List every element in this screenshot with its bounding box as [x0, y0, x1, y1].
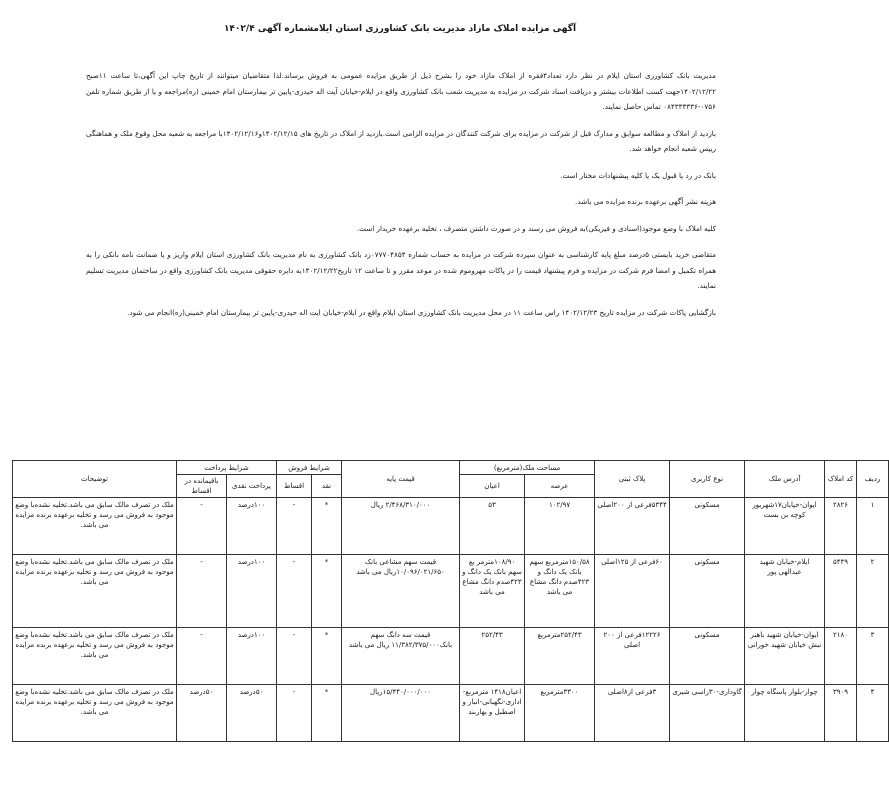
header-payment-terms: شرایط پرداخت — [177, 461, 277, 475]
cell-usage: مسکونی — [670, 628, 745, 685]
header-address: آدرس ملک — [745, 461, 825, 498]
header-building: اعیان — [460, 475, 525, 498]
header-notes: توضیحات — [13, 461, 177, 498]
cell-cash: * — [312, 554, 342, 627]
table-row — [13, 498, 889, 555]
cell-remaining: - — [177, 498, 227, 555]
header-base-price: قیمت پایه — [342, 461, 460, 498]
cell-building: ۲۵۲/۴۳ — [460, 628, 525, 685]
cell-installment: - — [277, 554, 312, 627]
paragraph-opening: بازگشایی پاکات شرکت در مزایده تاریخ ۱۴۰۲/۱۲/۲۳ راس ساعت ۱۱ در محل مدیریت بانک کشاورزی استان ایلام واقع در ایلام-خیابان ایت اله حیدری-پایین تر بیمارستان امام خمینی(ره)انجام می شود. — [127, 307, 716, 317]
paragraph-visit: بازدید از املاک و مطالعه سوابق و مدارک قبل از شرکت در مزایده برای شرکت کنندگان در مزایده الزامی است.بازدید از املاک در تاریخ های ۱۴۰۲/۱۲/۱۵و۱۴۰۲/۱۲/۱۶با مراجعه به شعبه محل وقوع ملک و هماهنگی رییس شعبه انجام خواهد شد. — [86, 128, 716, 153]
cell-building: اعیان۱۴۱۸ مترمربع-اداری-نگهبانی-انبار و اصطبل و بهاربند — [460, 685, 525, 742]
cell-notes: ملک در تصرف مالک سابق می باشد.تخلیه نشده‌با وضع موجود به فروش می رسد و تخلیه برعهده برنده مزایده می باشد. — [13, 628, 177, 685]
cell-address: چوار-بلوار پاسگاه چوار — [745, 685, 825, 742]
table-row — [13, 554, 889, 627]
cell-plate: ۶۰فرعی از ۱۲۵اصلی — [595, 554, 670, 627]
cell-land: ۱۵۰/۵۸مترمربع سهم بانک یک دانگ و ۴۲۳صدم دانگ مشاع می باشد — [525, 554, 595, 627]
table-row — [13, 628, 889, 685]
header-usage: نوع کاربری — [670, 461, 745, 498]
cell-usage: گاوداری-۳۰راسی شیری — [670, 685, 745, 742]
cell-usage: مسکونی — [670, 554, 745, 627]
header-code: کد املاک — [825, 461, 857, 498]
cell-remaining: ۵۰درصد — [177, 685, 227, 742]
header-area-group: مساحت ملک(مترمربع) — [460, 461, 595, 475]
paragraph-intro: مدیریت بانک کشاورزی استان ایلام در نظر دارد تعداد۴فقره از املاک مازاد خود را بشرح ذیل از طریق مزایده عمومی به فروش برساند.لذا متقاضیان میتوانند از تاریخ چاپ این آگهی،تا ساعت ۱۱صبح ۱۴۰۲/۱۲/۲۲جهت کسب اطلاعات بیشتر و دریافت اسناد شرکت در مزایده به مدیریت شعب بانک کشاورزی واقع در ایلام-خیابان آیت اله حیدری-پایین تر بیمارستان امام خمینی (ره)مراجعه و یا از طریق شماره تلفن ۰۷۵۶-۰۸۴۳۳۳۳۳۶ تماس حاصل نمایند. — [86, 71, 716, 111]
cell-base-price: ۱۵/۴۴۰/۰۰۰/۰۰۰ریال — [342, 685, 460, 742]
cell-notes: ملک در تصرف مالک سابق می باشد.تخلیه نشده‌با وضع موجود به فروش می رسد و تخلیه برعهده برنده مزایده می باشد. — [13, 498, 177, 555]
cell-row-no: ۴ — [857, 685, 889, 742]
cell-code: ۵۴۴۹ — [825, 554, 857, 627]
table-header-row — [13, 461, 889, 475]
cell-land: ۱۰۲/۹۷ — [525, 498, 595, 555]
cell-building: ۵۳ — [460, 498, 525, 555]
cell-base-price: ۲/۴۶۸/۳۱۰/۰۰۰ ریال — [342, 498, 460, 555]
cell-notes: ملک در تصرف مالک سابق می باشد.تخلیه نشده‌با وضع موجود به فروش می رسد و تخلیه برعهده برنده مزایده می باشد. — [13, 554, 177, 627]
cell-code: ۳۹۰۹ — [825, 685, 857, 742]
cell-remaining: - — [177, 554, 227, 627]
paragraph-publication-cost: هزینه نشر آگهی برعهده برنده مزایده می باشد. — [575, 197, 716, 206]
cell-usage: مسکونی — [670, 498, 745, 555]
cell-row-no: ۱ — [857, 498, 889, 555]
cell-address: ایوان-خیابان۱۷شهریور کوچه بن بست — [745, 498, 825, 555]
header-installment: اقساط — [277, 475, 312, 498]
header-plate: پلاک ثبتی — [595, 461, 670, 498]
header-remaining: باقیمانده در اقساط — [177, 475, 227, 498]
cell-cash: * — [312, 628, 342, 685]
cell-remaining: - — [177, 628, 227, 685]
paragraph-condition: کلیه املاک با وضع موجود(اسنادی و فیزیکی)به فروش می رسند و در صورت داشتن متصرف ، تخلیه برعهده خریدار است. — [356, 223, 716, 233]
header-cash: نقد — [312, 475, 342, 498]
cell-cash: * — [312, 498, 342, 555]
header-row-no: ردیف — [857, 461, 889, 498]
cell-land: ۲۵۲/۴۳مترمربع — [525, 628, 595, 685]
notice-body — [86, 68, 716, 331]
table-row — [13, 685, 889, 742]
cell-row-no: ۳ — [857, 628, 889, 685]
cell-notes: ملک در تصرف مالک سابق می باشد.تخلیه نشده‌با وضع موجود به فروش می رسد و تخلیه برعهده برنده مزایده می باشد. — [13, 685, 177, 742]
cell-plate: ۵۳۴۴فرعی از ۲۰۰اصلی — [595, 498, 670, 555]
cell-code: ۲۱۸۰ — [825, 628, 857, 685]
cell-cash: * — [312, 685, 342, 742]
cell-installment: - — [277, 685, 312, 742]
cell-cash-pay: ۵۰درصد — [227, 685, 277, 742]
header-cash-pay: پرداخت نقدی — [227, 475, 277, 498]
header-land: عرصه — [525, 475, 595, 498]
cell-code: ۲۸۲۶ — [825, 498, 857, 555]
cell-land: ۳۳۰۰مترمربع — [525, 685, 595, 742]
paragraph-deposit: متقاضی خرید بایستی ۵درصد مبلغ پایه کارشناسی به عنوان سپرده شرکت در مزایده به حساب شماره ۰۷۷۷۰۴۸۵۴زد بانک کشاورزی به نام مدیریت بانک کشاورزی استان ایلام واریز و یا ضمانت نامه بانکی را به همراه تکمیل و امضا فرم شرکت در مزایده و فرم پیشنهاد قیمت را در پاکات مهروموم شده در موعد مقرر و تا ساعت ۱۲ تاریخ۱۴۰۲/۱۲/۲۲به دایره حقوقی مدیریت بانک کشاورزی واقع در ساختمان مدیریت تسلیم نمایند. — [86, 250, 717, 290]
cell-base-price: قیمت سهم مشاعی بانک ۱۰/۰۹۶/۰۲۱/۶۵۰ریال می باشد — [342, 554, 460, 627]
cell-building: ۱۰۸/۹۰مترمر بع سهم بانک یک دانگ و ۴۲۳صدم دانگ مشاع می باشد — [460, 554, 525, 627]
cell-cash-pay: ۱۰۰درصد — [227, 498, 277, 555]
paragraph-bank-right: بانک در رد یا قبول یک یا کلیه پیشنهادات مختار است. — [560, 170, 716, 180]
cell-address: ایلام-خیابان شهید عبدالهی پور — [745, 554, 825, 627]
cell-plate: ۳فرعی از۸اصلی — [595, 685, 670, 742]
properties-table — [12, 460, 889, 742]
cell-installment: - — [277, 498, 312, 555]
cell-address: ایوان-خیابان شهید باهنر نبش خیابان شهید خورانی — [745, 628, 825, 685]
cell-cash-pay: ۱۰۰درصد — [227, 628, 277, 685]
cell-cash-pay: ۱۰۰درصد — [227, 554, 277, 627]
cell-row-no: ۲ — [857, 554, 889, 627]
cell-plate: ۱۲۲۲۶فرعی از ۲۰۰ اصلی — [595, 628, 670, 685]
header-sale-terms: شرایط فروش — [277, 461, 342, 475]
notice-title: آگهی مزایده املاک مازاد مدیریت بانک کشاورزی استان ایلامشماره آگهی ۱۴۰۲/۴ — [223, 24, 577, 34]
cell-base-price: قیمت سه دانگ سهم بانک۱۱/۳۸۲/۳۷۵/۰۰۰ ریال می باشد — [342, 628, 460, 685]
cell-installment: - — [277, 628, 312, 685]
